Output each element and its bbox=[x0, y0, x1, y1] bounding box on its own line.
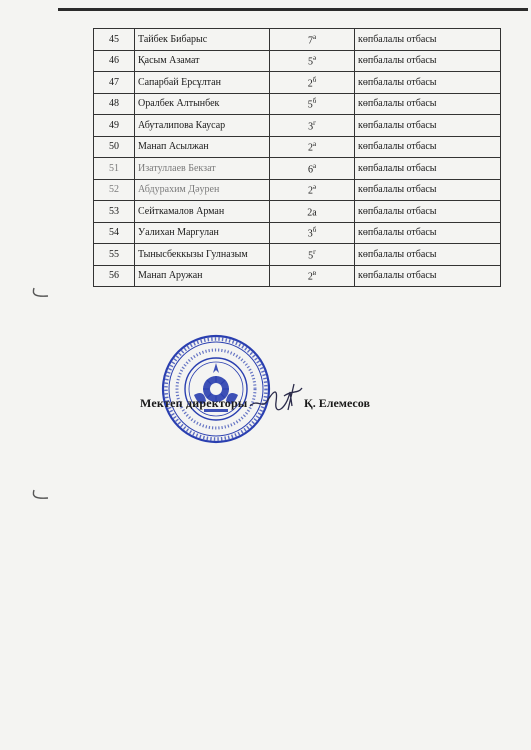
grade-cell bbox=[270, 29, 355, 51]
student-name: Абуталипова Каусар bbox=[135, 115, 270, 137]
grade-cell bbox=[270, 72, 355, 94]
scan-mark-icon bbox=[30, 488, 52, 502]
grade-value: 2 bbox=[307, 142, 313, 154]
grade-value: 5 bbox=[308, 249, 314, 261]
family-status: көпбалалы отбасы bbox=[355, 50, 501, 72]
grade-value: 2 bbox=[307, 77, 313, 89]
student-name: Манап Аружан bbox=[135, 265, 270, 287]
grade-cell bbox=[270, 265, 355, 287]
grade-value: 2 bbox=[307, 185, 313, 197]
grade-cell bbox=[270, 93, 355, 115]
row-number: 48 bbox=[94, 93, 135, 115]
row-number: 50 bbox=[94, 136, 135, 158]
family-status: көпбалалы отбасы bbox=[355, 158, 501, 180]
grade-letter: б bbox=[312, 75, 317, 84]
table-row bbox=[94, 72, 501, 94]
grade-value: 2а bbox=[307, 206, 317, 218]
grade-value: 3 bbox=[308, 120, 314, 132]
family-status: көпбалалы отбасы bbox=[355, 115, 501, 137]
row-number: 47 bbox=[94, 72, 135, 94]
student-name: Сапарбай Ерсұлтан bbox=[135, 72, 270, 94]
table-row bbox=[94, 115, 501, 137]
family-status: көпбалалы отбасы bbox=[355, 179, 501, 201]
grade-letter: г bbox=[313, 118, 316, 127]
student-name: Қасым Азамат bbox=[135, 50, 270, 72]
grade-cell bbox=[270, 179, 355, 201]
row-number: 54 bbox=[94, 222, 135, 244]
family-status: көпбалалы отбасы bbox=[355, 222, 501, 244]
table-row bbox=[94, 29, 501, 51]
grade-cell bbox=[270, 158, 355, 180]
grade-value: 5 bbox=[307, 99, 313, 111]
family-status: көпбалалы отбасы bbox=[355, 136, 501, 158]
page-top-edge bbox=[58, 8, 528, 11]
family-status: көпбалалы отбасы bbox=[355, 93, 501, 115]
grade-letter: г bbox=[313, 247, 316, 256]
grade-cell bbox=[270, 136, 355, 158]
table-row bbox=[94, 93, 501, 115]
student-name: Оралбек Алтынбек bbox=[135, 93, 270, 115]
table-row bbox=[94, 265, 501, 287]
table-row bbox=[94, 158, 501, 180]
row-number: 46 bbox=[94, 50, 135, 72]
row-number: 55 bbox=[94, 244, 135, 266]
student-name: Абдурахим Дәурен bbox=[135, 179, 270, 201]
family-status: көпбалалы отбасы bbox=[355, 72, 501, 94]
row-number: 53 bbox=[94, 201, 135, 223]
family-status: көпбалалы отбасы bbox=[355, 265, 501, 287]
grade-cell bbox=[270, 244, 355, 266]
row-number: 51 bbox=[94, 158, 135, 180]
family-status: көпбалалы отбасы bbox=[355, 29, 501, 51]
student-table bbox=[93, 28, 501, 287]
grade-letter: ә bbox=[312, 54, 317, 63]
student-name: Тынысбеккызы Гулназым bbox=[135, 244, 270, 266]
family-status: көпбалалы отбасы bbox=[355, 201, 501, 223]
student-name: Уалихан Маргулан bbox=[135, 222, 270, 244]
grade-letter: а bbox=[312, 140, 317, 149]
student-name: Манап Асылжан bbox=[135, 136, 270, 158]
table-row bbox=[94, 50, 501, 72]
grade-value: 7 bbox=[307, 34, 313, 46]
student-name: Тайбек Бибарыс bbox=[135, 29, 270, 51]
grade-cell bbox=[270, 115, 355, 137]
row-number: 49 bbox=[94, 115, 135, 137]
grade-letter: б bbox=[312, 97, 317, 106]
grade-cell bbox=[270, 201, 355, 223]
student-name: Изатуллаев Бекзат bbox=[135, 158, 270, 180]
table-row bbox=[94, 201, 501, 223]
row-number: 56 bbox=[94, 265, 135, 287]
scan-mark-icon bbox=[30, 286, 52, 300]
grade-letter: а bbox=[312, 32, 317, 41]
family-status: көпбалалы отбасы bbox=[355, 244, 501, 266]
student-name: Сейткамалов Арман bbox=[135, 201, 270, 223]
grade-value: 6 bbox=[307, 163, 313, 175]
grade-value: 3 bbox=[307, 228, 313, 240]
grade-letter: а bbox=[312, 161, 317, 170]
grade-letter: ә bbox=[312, 183, 317, 192]
table-row bbox=[94, 136, 501, 158]
grade-cell bbox=[270, 222, 355, 244]
handwritten-signature-icon bbox=[248, 380, 304, 414]
grade-letter: в bbox=[312, 269, 317, 278]
grade-value: 2 bbox=[307, 271, 313, 283]
director-name: Қ. Елемесов bbox=[304, 396, 370, 410]
table-row bbox=[94, 244, 501, 266]
grade-cell bbox=[270, 50, 355, 72]
table-row bbox=[94, 179, 501, 201]
signature-label: Мектеп директоры bbox=[140, 396, 248, 410]
grade-value: 5 bbox=[307, 56, 313, 68]
grade-letter: б bbox=[312, 226, 317, 235]
row-number: 45 bbox=[94, 29, 135, 51]
table-row bbox=[94, 222, 501, 244]
row-number: 52 bbox=[94, 179, 135, 201]
